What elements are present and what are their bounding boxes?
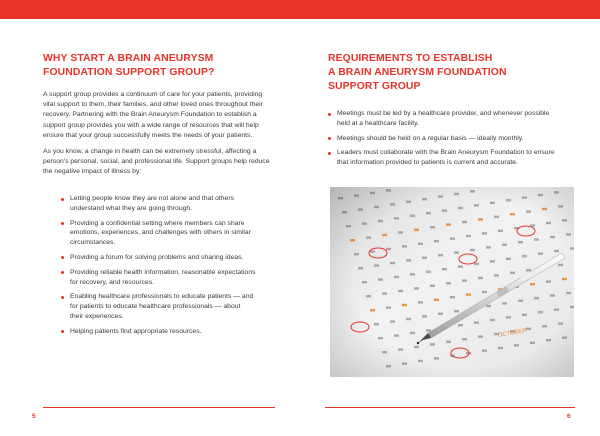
left-page-number: 5 [32,413,36,420]
right-page-number: 6 [567,413,571,420]
list-item: Providing a confidential setting where members can share emotions, experiences, and challenges with others in similar circumstances. [61,219,256,248]
calendar-photo [330,187,574,377]
left-footer-line [43,407,275,408]
list-item: Meetings should be held on a regular basis — ideally monthly. [328,134,555,144]
calendar-pen-image [330,187,574,377]
list-item: Helping patients find appropriate resources. [61,327,256,337]
list-item: Providing reliable health information, reasonable expectations for recovery, and resources. [61,268,256,288]
header-bar [0,0,600,19]
right-footer-line [325,407,575,408]
right-heading: REQUIREMENTS TO ESTABLISH A BRAIN ANEURYSM FOUNDATION SUPPORT GROUP [328,53,507,92]
left-intro-paragraph: A support group provides a continuum of care for your patients, providing vital support to them, their families, and other loved ones throughout their recovery. Partnering with the Brain Aneurysm Foundation to establish a support group provides you with a wide range of resources that will help ensure that your group successfully meets the needs of your patients. [43,91,263,139]
list-item: Leaders must collaborate with the Brain Aneurysm Foundation to ensure that information provided to patients is current and accurate. [328,148,555,168]
left-bullet-list [61,194,256,342]
list-item: Enabling healthcare professionals to educate patients — and for patients to educate healthcare professionals — about their experiences. [61,292,256,321]
list-item: Meetings must be led by a healthcare provider, and whenever possible held at a healthcare facility. [328,109,555,129]
list-item: Providing a forum for solving problems and sharing ideas. [61,253,256,263]
left-second-paragraph: As you know, a change in health can be extremely stressful, affecting a person's personal, social, and professional life. Support groups help reduce the negative impact of illness by: [43,148,270,176]
left-heading: WHY START A BRAIN ANEURYSM FOUNDATION SUPPORT GROUP? [43,53,215,78]
right-bullet-list [328,109,555,173]
list-item: Letting people know they are not alone and that others understand what they are going through. [61,194,256,214]
